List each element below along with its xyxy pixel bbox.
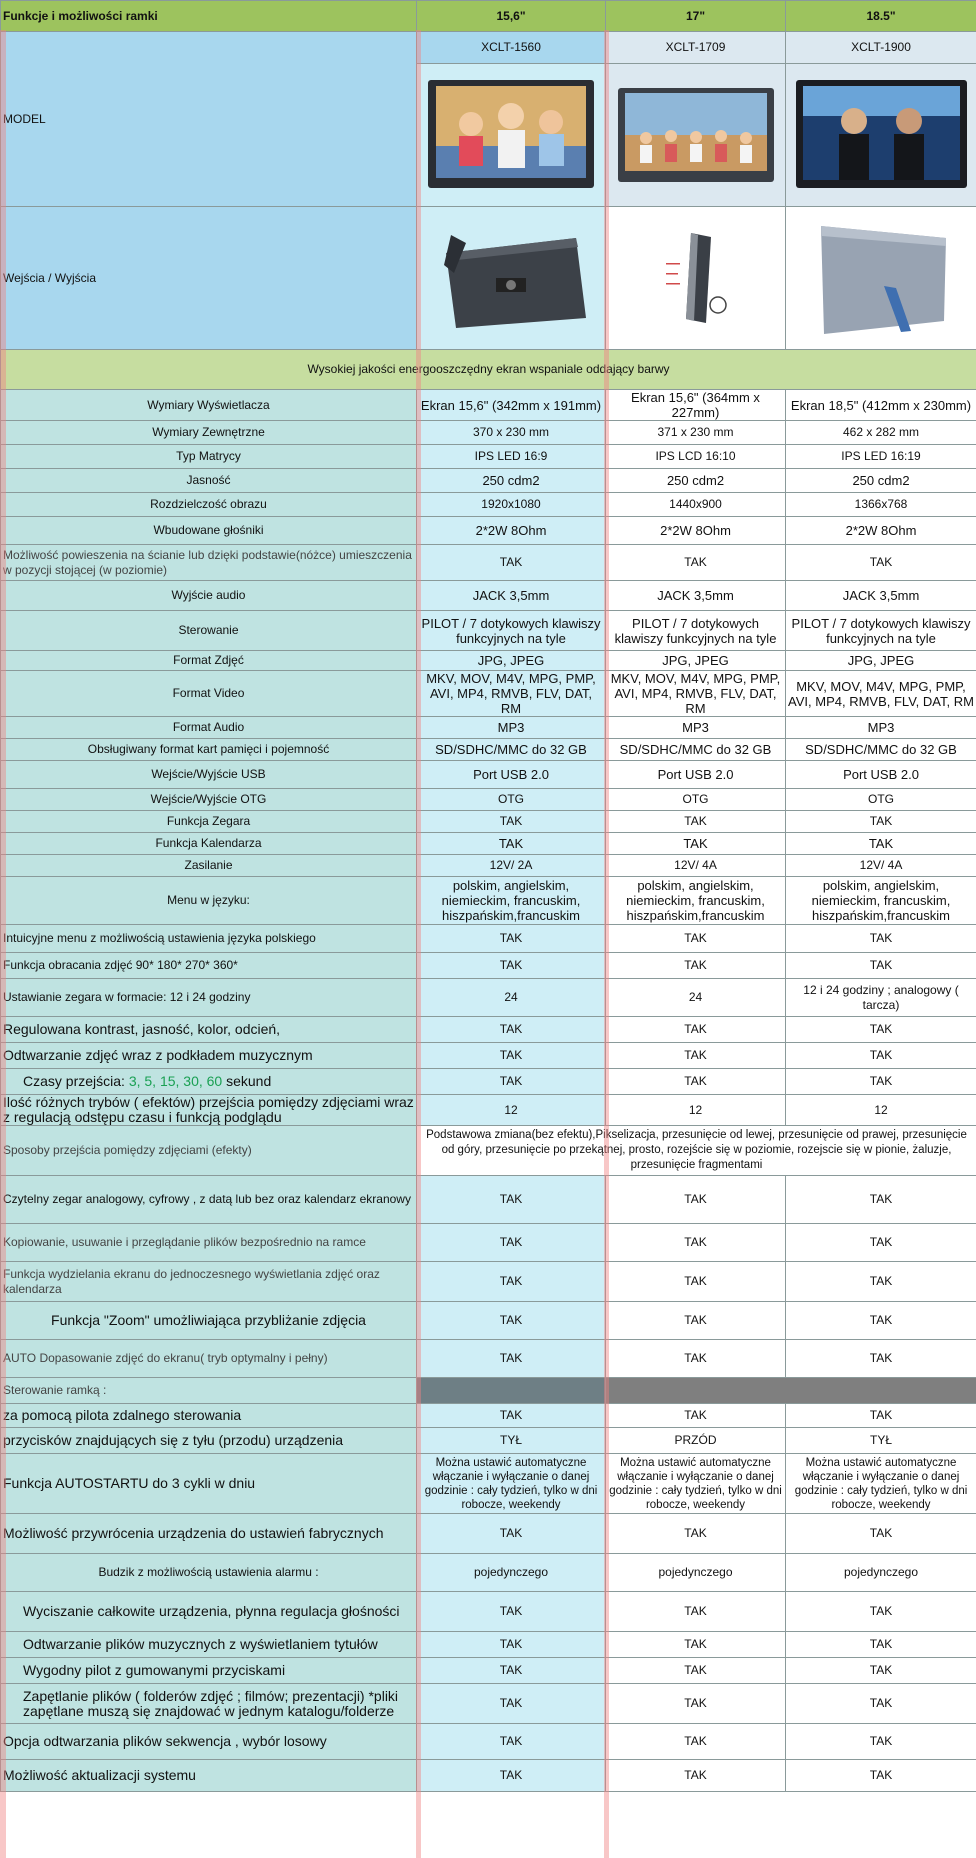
spec-row xyxy=(1,1043,976,1069)
spec-value-model-3: TAK xyxy=(786,1176,976,1224)
spec-label-text: Format Audio xyxy=(172,720,245,734)
spec-value-model-2: Ekran 15,6" (364mm x 227mm) xyxy=(606,390,786,421)
spec-label xyxy=(1,469,417,493)
spec-label-text: Możliwość przywrócenia urządzenia do ustawień fabrycznych xyxy=(3,1525,384,1541)
spec-row xyxy=(1,1378,976,1404)
spec-value-model-2: TAK xyxy=(606,1658,786,1684)
spec-value-model-2: Można ustawić automatyczne włączanie i wyłączanie o danej godzinie : cały tydzień, tylko w dni robocze, weekendy xyxy=(606,1454,786,1514)
frame-back-image-2 xyxy=(636,223,756,333)
spec-row xyxy=(1,761,976,789)
spec-value-model-1: TAK xyxy=(417,1043,606,1069)
spec-value-model-2: PILOT / 7 dotykowych klawiszy funkcyjnych na tyle xyxy=(606,611,786,651)
io-image-3-cell xyxy=(786,207,976,350)
spec-row xyxy=(1,1658,976,1684)
spec-label-text: Funkcja "Zoom" umożliwiająca przybliżanie zdjęcia xyxy=(51,1312,366,1328)
spec-row xyxy=(1,493,976,517)
spec-label xyxy=(1,1340,417,1378)
spec-label xyxy=(1,1126,417,1176)
spec-value-model-1: TAK xyxy=(417,1514,606,1554)
spec-value-model-1: TAK xyxy=(417,1760,606,1792)
spec-row xyxy=(1,1404,976,1428)
spec-label xyxy=(1,1658,417,1684)
spec-value-model-2: MKV, MOV, M4V, MPG, PMP, AVI, MP4, RMVB, FLV, DAT, RM xyxy=(606,671,786,717)
spec-value-model-1: 12 xyxy=(417,1095,606,1126)
spec-value-model-1: 24 xyxy=(417,979,606,1017)
spec-value-model-2: TAK xyxy=(606,1043,786,1069)
spec-value-model-2: TAK xyxy=(606,1176,786,1224)
spec-label xyxy=(1,1262,417,1302)
spec-value-model-2: TAK xyxy=(606,1224,786,1262)
spec-value-model-2: OTG xyxy=(606,789,786,811)
spec-label-text: Obsługiwany format kart pamięci i pojemność xyxy=(87,742,330,756)
photo-frame-1 xyxy=(417,64,606,207)
spec-value-model-2: TAK xyxy=(606,1404,786,1428)
spec-value-model-2: PRZÓD xyxy=(606,1428,786,1454)
spec-value-model-3: 12V/ 4A xyxy=(786,855,976,877)
spec-row xyxy=(1,1554,976,1592)
io-label: Wejścia / Wyjścia xyxy=(1,207,417,350)
spec-value-model-1: TAK xyxy=(417,1724,606,1760)
spec-value-model-2: JACK 3,5mm xyxy=(606,581,786,611)
spec-label xyxy=(1,789,417,811)
spec-row xyxy=(1,651,976,671)
spec-label-text: Kopiowanie, usuwanie i przeglądanie plików bezpośrednio na ramce xyxy=(3,1235,366,1249)
spec-value-model-2: 2*2W 8Ohm xyxy=(606,517,786,545)
spec-row xyxy=(1,1514,976,1554)
spec-label xyxy=(1,1684,417,1724)
spec-label xyxy=(1,1454,417,1514)
spec-value-model-1: 12V/ 2A xyxy=(417,855,606,877)
spec-label-text: Funkcja wydzielania ekranu do jednoczesnego wyświetlania zdjęć oraz kalendarza xyxy=(3,1266,380,1296)
spec-row xyxy=(1,789,976,811)
spec-row xyxy=(1,855,976,877)
spec-label-text: Wyjście audio xyxy=(171,588,246,602)
io-image-2-cell xyxy=(606,207,786,350)
spec-value-model-1: TYŁ xyxy=(417,1428,606,1454)
spec-label-text: Ustawianie zegara w formacie: 12 i 24 godziny xyxy=(3,990,251,1004)
spec-value-model-3: 462 x 282 mm xyxy=(786,421,976,445)
spec-value-model-3: TAK xyxy=(786,1017,976,1043)
spec-label xyxy=(1,517,417,545)
spec-label-text: Opcja odtwarzania plików sekwencja , wybór losowy xyxy=(3,1733,327,1749)
spec-value-model-3: TAK xyxy=(786,1592,976,1632)
spec-value-model-1: JPG, JPEG xyxy=(417,651,606,671)
spec-row xyxy=(1,925,976,953)
spec-value-model-3: TAK xyxy=(786,1684,976,1724)
banner-text: Wysokiej jakości energooszczędny ekran wspaniale oddający barwy xyxy=(1,350,976,390)
spec-value-model-1: TAK xyxy=(417,1684,606,1724)
spec-value-model-2: 12V/ 4A xyxy=(606,855,786,877)
spec-label xyxy=(1,611,417,651)
spec-label-text: Zapętlanie plików ( folderów zdjęć ; filmów; prezentacji) *pliki zapętlane muszą się znajdować w jednym katalogu/folderze xyxy=(23,1687,399,1719)
spec-label xyxy=(1,811,417,833)
spec-label-text: Sposoby przejścia pomiędzy zdjęciami (efekty) xyxy=(3,1143,252,1157)
spec-label-text: Menu w języku: xyxy=(167,893,250,907)
spec-value-model-2: TAK xyxy=(606,833,786,855)
spec-value-model-3: IPS LED 16:19 xyxy=(786,445,976,469)
spec-label-text: Budzik z możliwością ustawienia alarmu : xyxy=(98,1565,319,1579)
photo-frame-2 xyxy=(606,64,786,207)
spec-value-model-3: 1366x768 xyxy=(786,493,976,517)
spec-label xyxy=(1,1514,417,1554)
spec-value-model-3: TAK xyxy=(786,1760,976,1792)
spec-value-model-3: 12 i 24 godziny ; analogowy ( tarcza) xyxy=(786,979,976,1017)
spec-label-text: za pomocą pilota zdalnego sterowania xyxy=(3,1407,242,1423)
spec-value-model-2: TAK xyxy=(606,1069,786,1095)
spec-value-model-2: TAK xyxy=(606,1684,786,1724)
spec-label-text: Zasilanie xyxy=(184,858,233,872)
spec-value-model-2: TAK xyxy=(606,1340,786,1378)
spec-value-model-1: IPS LED 16:9 xyxy=(417,445,606,469)
spec-row xyxy=(1,581,976,611)
spec-label xyxy=(1,739,417,761)
spec-value-model-1: TAK xyxy=(417,1632,606,1658)
spec-row xyxy=(1,739,976,761)
spec-row xyxy=(1,1017,976,1043)
spec-value-model-1: pojedynczego xyxy=(417,1554,606,1592)
frame-front-image-3 xyxy=(794,76,969,194)
spec-row xyxy=(1,953,976,979)
spec-value-model-3: 2*2W 8Ohm xyxy=(786,517,976,545)
spec-row xyxy=(1,421,976,445)
spec-row xyxy=(1,1262,976,1302)
spec-label xyxy=(1,855,417,877)
io-row xyxy=(1,207,976,350)
spec-value-model-1: TAK xyxy=(417,1592,606,1632)
spec-value-model-3: TAK xyxy=(786,925,976,953)
spec-label xyxy=(1,979,417,1017)
spec-value-model-1: TAK xyxy=(417,1262,606,1302)
io-image-1-cell xyxy=(417,207,606,350)
spec-row xyxy=(1,517,976,545)
spec-row xyxy=(1,545,976,581)
spec-value-model-1: TAK xyxy=(417,1404,606,1428)
spec-label-text: Wygodny pilot z gumowanymi przyciskami xyxy=(23,1662,286,1678)
spec-row xyxy=(1,1724,976,1760)
spec-label-text: Rozdzielczość obrazu xyxy=(150,497,267,511)
spec-row xyxy=(1,877,976,925)
spec-value-model-3: Można ustawić automatyczne włączanie i wyłączanie o danej godzinie : cały tydzień, tylko w dni robocze, weekendy xyxy=(786,1454,976,1514)
size-2: 17" xyxy=(606,1,786,32)
spec-row xyxy=(1,445,976,469)
spec-value-model-3: TYŁ xyxy=(786,1428,976,1454)
spec-value-model-3: polskim, angielskim, niemieckim, francuskim, hiszpańskim,francuskim xyxy=(786,877,976,925)
spec-row xyxy=(1,979,976,1017)
spec-value-model-2: TAK xyxy=(606,1262,786,1302)
spec-label xyxy=(1,1095,417,1126)
spec-row xyxy=(1,671,976,717)
spec-label xyxy=(1,1632,417,1658)
spec-value-model-1: 370 x 230 mm xyxy=(417,421,606,445)
banner-row xyxy=(1,350,976,390)
spec-label xyxy=(1,1302,417,1340)
spec-value-model-2: TAK xyxy=(606,953,786,979)
spec-label xyxy=(1,1378,417,1404)
frame-front-image-1 xyxy=(426,76,596,194)
spec-value-model-2: pojedynczego xyxy=(606,1554,786,1592)
spec-label-text: Jasność xyxy=(186,473,231,487)
spec-value-model-1: TAK xyxy=(417,1017,606,1043)
model-name-2: XCLT-1709 xyxy=(606,32,786,64)
spec-value-model-1: JACK 3,5mm xyxy=(417,581,606,611)
spec-label-text: Ilość różnych trybów ( efektów) przejścia pomiędzy zdjęciami wraz z regulacją odstępu czasu i funkcją podglądu xyxy=(3,1094,414,1125)
spec-value-model-2: 1440x900 xyxy=(606,493,786,517)
spec-value-model-2: 250 cdm2 xyxy=(606,469,786,493)
spec-label-text: Wymiary Wyświetlacza xyxy=(147,397,270,412)
model-name-3: XCLT-1900 xyxy=(786,32,976,64)
spec-value-model-3: Port USB 2.0 xyxy=(786,761,976,789)
model-label: MODEL xyxy=(1,32,417,207)
spec-row xyxy=(1,811,976,833)
spec-row xyxy=(1,1302,976,1340)
spec-value-model-2: SD/SDHC/MMC do 32 GB xyxy=(606,739,786,761)
spec-label-text: Wejście/Wyjście USB xyxy=(151,767,266,781)
transition-suffix: sekund xyxy=(226,1073,272,1089)
spec-value-model-2: TAK xyxy=(606,545,786,581)
spec-value-model-1: TAK xyxy=(417,833,606,855)
spec-row xyxy=(1,1176,976,1224)
spec-label-text: Funkcja Kalendarza xyxy=(155,836,262,850)
spec-value-model-2: 24 xyxy=(606,979,786,1017)
spec-label xyxy=(1,1404,417,1428)
spec-label xyxy=(1,1043,417,1069)
spec-value-model-2: IPS LCD 16:10 xyxy=(606,445,786,469)
spec-label xyxy=(1,1760,417,1792)
spec-value-model-3: TAK xyxy=(786,1514,976,1554)
spec-value-model-2: TAK xyxy=(606,1592,786,1632)
spec-value-model-3: TAK xyxy=(786,1404,976,1428)
spec-row xyxy=(1,469,976,493)
frame-back-image-3 xyxy=(806,216,956,341)
spec-value-model-3: TAK xyxy=(786,1724,976,1760)
spec-row xyxy=(1,833,976,855)
spec-row xyxy=(1,390,976,421)
spec-value-model-1: Można ustawić automatyczne włączanie i wyłączanie o danej godzinie : cały tydzień, tylko w dni robocze, weekendy xyxy=(417,1454,606,1514)
spec-value-model-2: TAK xyxy=(606,1632,786,1658)
spec-label-text: Sterowanie xyxy=(178,623,239,637)
spec-label xyxy=(1,1428,417,1454)
spec-label-text: Intuicyjne menu z możliwością ustawienia języka polskiego xyxy=(3,931,316,945)
spec-label-text: Sterowanie ramką : xyxy=(3,1383,107,1397)
model-name-1: XCLT-1560 xyxy=(417,32,606,64)
spec-value-model-1: TAK xyxy=(417,925,606,953)
header-title: Funkcje i możliwości ramki xyxy=(1,1,417,32)
spec-row xyxy=(1,1592,976,1632)
spec-label xyxy=(1,1554,417,1592)
spec-label-text: Wejście/Wyjście OTG xyxy=(150,792,267,806)
spec-value-model-1: TAK xyxy=(417,1302,606,1340)
spec-value-model-1: Ekran 15,6" (342mm x 191mm) xyxy=(417,390,606,421)
spec-value-model-3: TAK xyxy=(786,1340,976,1378)
size-1: 15,6" xyxy=(417,1,606,32)
spec-value-model-1: 2*2W 8Ohm xyxy=(417,517,606,545)
spec-value-model-3: PILOT / 7 dotykowych klawiszy funkcyjnych na tyle xyxy=(786,611,976,651)
spec-label-text: Funkcja AUTOSTARTU do 3 cykli w dniu xyxy=(3,1475,256,1491)
spec-label xyxy=(1,1069,417,1095)
spec-label xyxy=(1,390,417,421)
section-bar xyxy=(417,1378,606,1404)
spec-label-text: AUTO Dopasowanie zdjęć do ekranu( tryb optymalny i pełny) xyxy=(3,1351,328,1365)
spec-value-model-1: TAK xyxy=(417,1069,606,1095)
spec-value-model-2: MP3 xyxy=(606,717,786,739)
spec-label xyxy=(1,1017,417,1043)
spec-label-text: Odtwarzanie plików muzycznych z wyświetlaniem tytułów xyxy=(23,1636,378,1652)
spec-row xyxy=(1,1126,976,1176)
spec-label-text: Format Video xyxy=(172,686,245,700)
spec-row xyxy=(1,1069,976,1095)
spec-label-text: Możliwość powieszenia na ścianie lub dzięki podstawie(nóżce) umieszczenia w pozycji stojącej (w poziomie) xyxy=(3,547,412,577)
spec-value-model-2: 371 x 230 mm xyxy=(606,421,786,445)
spec-value-model-3: JPG, JPEG xyxy=(786,651,976,671)
frame-front-image-2 xyxy=(616,80,776,190)
spec-label xyxy=(1,545,417,581)
spec-value-model-3: TAK xyxy=(786,1224,976,1262)
spec-value-model-2: TAK xyxy=(606,1760,786,1792)
spec-value-model-3: 250 cdm2 xyxy=(786,469,976,493)
spec-value-model-2: TAK xyxy=(606,1017,786,1043)
spec-label xyxy=(1,953,417,979)
spec-label xyxy=(1,925,417,953)
transition-values: 3, 5, 15, 30, 60 xyxy=(128,1073,223,1089)
spec-value-model-1: TAK xyxy=(417,1176,606,1224)
spec-row xyxy=(1,1684,976,1724)
spec-value-model-2: polskim, angielskim, niemieckim, francuskim, hiszpańskim,francuskim xyxy=(606,877,786,925)
spec-label-text: Czytelny zegar analogowy, cyfrowy , z datą lub bez oraz kalendarz ekranowy xyxy=(3,1192,411,1206)
spec-value-model-1: polskim, angielskim, niemieckim, francuskim, hiszpańskim,francuskim xyxy=(417,877,606,925)
header-row xyxy=(1,1,976,32)
spec-value-model-2: JPG, JPEG xyxy=(606,651,786,671)
spec-label-text: Wymiary Zewnętrzne xyxy=(152,425,265,439)
spec-label xyxy=(1,761,417,789)
spec-row xyxy=(1,1224,976,1262)
spec-value-model-3: TAK xyxy=(786,833,976,855)
spec-label-text: przycisków znajdujących się z tyłu (przodu) urządzenia xyxy=(3,1432,344,1448)
spec-row xyxy=(1,1340,976,1378)
spec-value-model-1: TAK xyxy=(417,953,606,979)
spec-value-model-3: TAK xyxy=(786,1262,976,1302)
spec-label-text: Funkcja Zegara xyxy=(166,814,251,828)
size-3: 18.5" xyxy=(786,1,976,32)
spec-label-text: Typ Matrycy xyxy=(176,449,241,463)
spec-label-text: Regulowana kontrast, jasność, kolor, odcień, xyxy=(3,1021,281,1037)
spec-value-model-2: TAK xyxy=(606,1302,786,1340)
spec-label xyxy=(1,1724,417,1760)
spec-value-model-1: TAK xyxy=(417,545,606,581)
spec-label xyxy=(1,833,417,855)
spec-value-model-3: TAK xyxy=(786,1043,976,1069)
spec-value-model-3: MKV, MOV, M4V, MPG, PMP, AVI, MP4, RMVB, FLV, DAT, RM xyxy=(786,671,976,717)
spec-value-model-1: TAK xyxy=(417,1340,606,1378)
spec-label-text: Funkcja obracania zdjęć 90* 180* 270* 360* xyxy=(3,958,238,972)
spec-value-model-1: TAK xyxy=(417,811,606,833)
spec-label xyxy=(1,421,417,445)
spec-value-model-1: MKV, MOV, M4V, MPG, PMP, AVI, MP4, RMVB, FLV, DAT, RM xyxy=(417,671,606,717)
spec-value-model-3: Ekran 18,5" (412mm x 230mm) xyxy=(786,390,976,421)
spec-label xyxy=(1,877,417,925)
spec-value-model-2: TAK xyxy=(606,1514,786,1554)
spec-value-model-1: PILOT / 7 dotykowych klawiszy funkcyjnych na tyle xyxy=(417,611,606,651)
spec-label xyxy=(1,717,417,739)
spec-value-model-1: MP3 xyxy=(417,717,606,739)
spec-value-model-1: 1920x1080 xyxy=(417,493,606,517)
spec-value-model-1: 250 cdm2 xyxy=(417,469,606,493)
spec-value-model-3: TAK xyxy=(786,953,976,979)
spec-value-model-2: 12 xyxy=(606,1095,786,1126)
section-bar xyxy=(606,1378,976,1404)
spec-label xyxy=(1,651,417,671)
spec-label xyxy=(1,445,417,469)
spec-row xyxy=(1,1095,976,1126)
spec-label-text: Odtwarzanie zdjęć wraz z podkładem muzycznym xyxy=(3,1047,313,1063)
spec-value-model-1: TAK xyxy=(417,1224,606,1262)
spec-value-model-3: SD/SDHC/MMC do 32 GB xyxy=(786,739,976,761)
transition-prefix: Czasy przejścia: xyxy=(23,1073,125,1089)
spec-value-model-3: TAK xyxy=(786,545,976,581)
photo-frame-3 xyxy=(786,64,976,207)
spec-row xyxy=(1,1632,976,1658)
model-names-row xyxy=(1,32,976,64)
spec-value-model-3: TAK xyxy=(786,1069,976,1095)
spec-value-model-1: OTG xyxy=(417,789,606,811)
spec-value-model-3: pojedynczego xyxy=(786,1554,976,1592)
spec-value-model-3: TAK xyxy=(786,1302,976,1340)
spec-row xyxy=(1,1454,976,1514)
spec-value-span: Podstawowa zmiana(bez efektu),Pikselizacja, przesunięcie od lewej, przesunięcie od prawej, przesunięcie od góry, przesunięcie po przekątnej, prosto, rozejście się w poziomie, rozejscie się w pionie, żaluzje, przesunięcie fragmentami xyxy=(417,1126,976,1176)
spec-row xyxy=(1,1760,976,1792)
spec-label-text: Możliwość aktualizacji systemu xyxy=(3,1767,196,1783)
spec-label xyxy=(1,581,417,611)
spec-value-model-2: TAK xyxy=(606,925,786,953)
frame-back-image-1 xyxy=(426,223,596,333)
spec-label-text: Wbudowane głośniki xyxy=(153,523,264,537)
spec-value-model-2: TAK xyxy=(606,811,786,833)
spec-value-model-1: SD/SDHC/MMC do 32 GB xyxy=(417,739,606,761)
spec-value-model-3: TAK xyxy=(786,1632,976,1658)
spec-label xyxy=(1,1224,417,1262)
spec-value-model-3: OTG xyxy=(786,789,976,811)
spec-value-model-3: 12 xyxy=(786,1095,976,1126)
spec-value-model-3: JACK 3,5mm xyxy=(786,581,976,611)
spec-row xyxy=(1,1428,976,1454)
spec-value-model-1: TAK xyxy=(417,1658,606,1684)
spec-row xyxy=(1,717,976,739)
spec-label xyxy=(1,671,417,717)
spec-row xyxy=(1,611,976,651)
spec-label-text: Format Zdjęć xyxy=(173,653,244,667)
spec-rows xyxy=(1,390,976,1792)
spec-value-model-3: TAK xyxy=(786,811,976,833)
spec-label-text: Wyciszanie całkowite urządzenia, płynna regulacja głośności xyxy=(23,1603,400,1619)
spec-label xyxy=(1,1592,417,1632)
spec-value-model-1: Port USB 2.0 xyxy=(417,761,606,789)
spec-value-model-2: Port USB 2.0 xyxy=(606,761,786,789)
spec-label xyxy=(1,1176,417,1224)
spec-value-model-3: MP3 xyxy=(786,717,976,739)
spec-value-model-2: TAK xyxy=(606,1724,786,1760)
spec-value-model-3: TAK xyxy=(786,1658,976,1684)
spec-label xyxy=(1,493,417,517)
